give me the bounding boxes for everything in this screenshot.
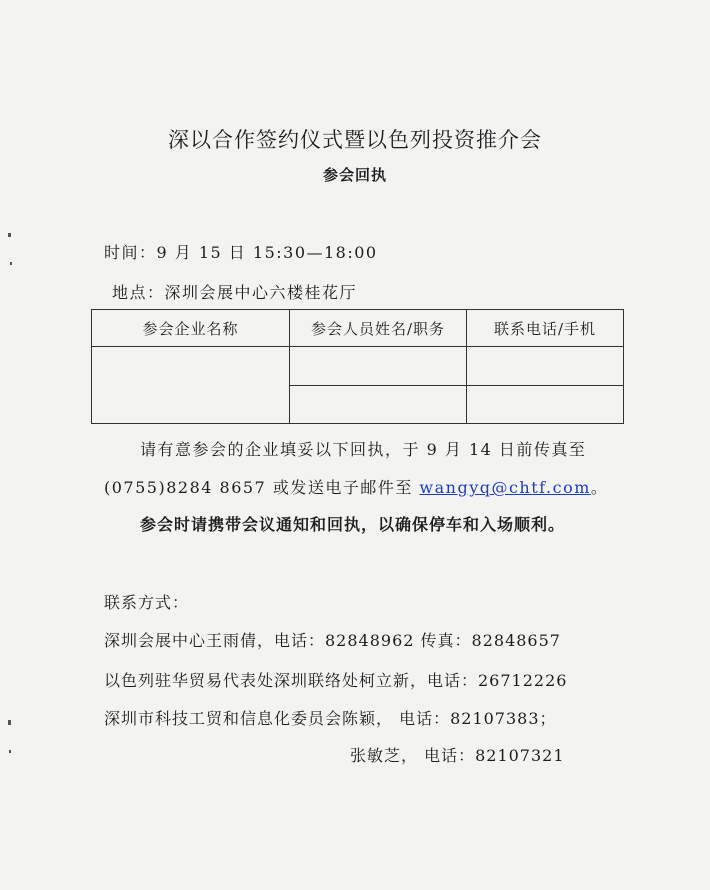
company-name-cell[interactable] — [92, 347, 290, 424]
contacts-heading: 联系方式： — [104, 593, 190, 612]
scan-speck — [8, 720, 11, 725]
contact-line-1: 深圳会展中心王雨倩，电话：82848962 传真：82848657 — [104, 631, 561, 650]
scan-speck — [9, 750, 11, 753]
bring-notice-note: 参会时请携带会议通知和回执，以确保停车和入场顺利。 — [140, 515, 566, 534]
contact-line-4: 张敏芝， 电话：82107321 — [350, 746, 565, 765]
header-attendee-name-title: 参会人员姓名/职务 — [290, 310, 467, 347]
header-phone-mobile: 联系电话/手机 — [467, 310, 624, 347]
event-location: 地点：深圳会展中心六楼桂花厅 — [112, 283, 358, 302]
email-link[interactable]: wangyq@chtf.com — [419, 478, 591, 497]
fax-instruction: (0755)8284 8657 或发送电子邮件至 — [104, 478, 420, 497]
scan-speck — [8, 233, 11, 237]
reply-request-line-1: 请有意参会的企业填妥以下回执，于 9 月 14 日前传真至 — [140, 440, 587, 459]
attendee-cell-1[interactable] — [290, 347, 467, 385]
sentence-end: 。 — [590, 478, 609, 497]
contact-line-2: 以色列驻华贸易代表处深圳联络处柯立新，电话：26712226 — [104, 671, 568, 690]
table-header-row — [92, 310, 624, 347]
reply-request-line-2 — [104, 475, 608, 498]
reply-form-table — [91, 309, 624, 424]
document-subtitle: 参会回执 — [322, 166, 387, 184]
header-company-name: 参会企业名称 — [92, 310, 290, 347]
phone-cell-2[interactable] — [467, 385, 624, 423]
scan-speck — [10, 262, 12, 265]
event-time: 时间：9 月 15 日 15:30—18:00 — [104, 243, 378, 262]
document-title: 深以合作签约仪式暨以色列投资推介会 — [168, 128, 542, 152]
table-row — [92, 347, 624, 385]
attendee-cell-2[interactable] — [290, 385, 467, 423]
contact-line-3: 深圳市科技工贸和信息化委员会陈颖， 电话：82107383； — [104, 709, 557, 728]
phone-cell-1[interactable] — [467, 347, 624, 385]
